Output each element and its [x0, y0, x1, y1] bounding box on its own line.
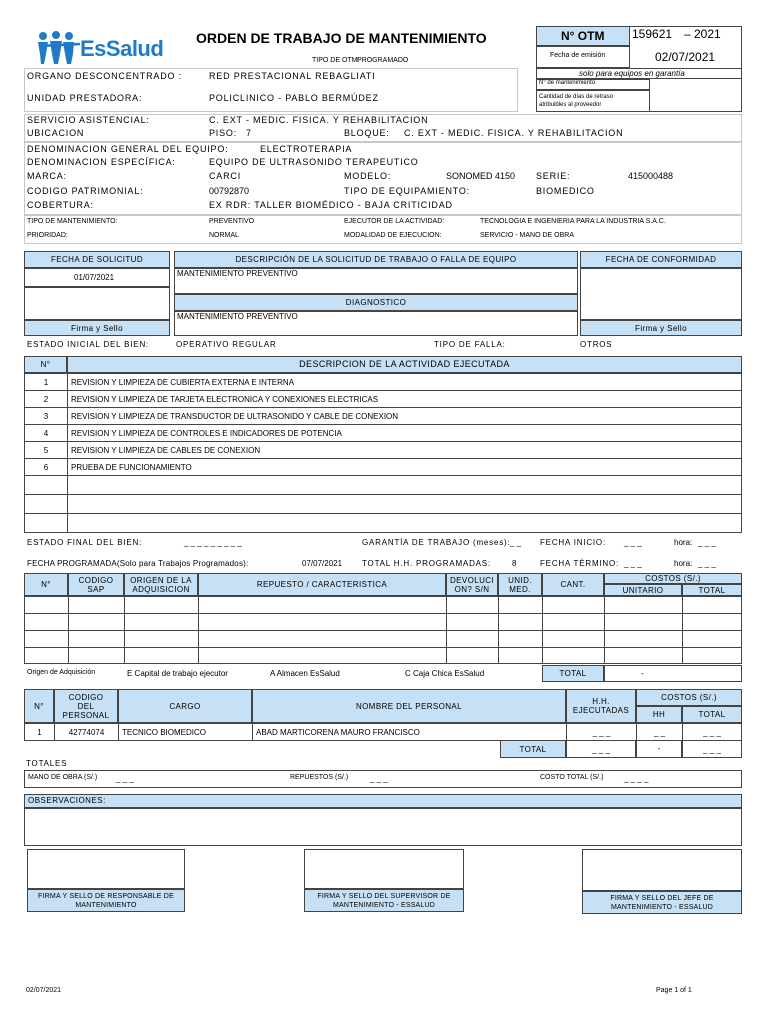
- diagnostico-header: DIAGNOSTICO: [174, 294, 578, 311]
- activity-number: 2: [25, 391, 68, 408]
- unidad-label: UNIDAD PRESTADORA:: [27, 93, 143, 103]
- firma-jefe-label: FIRMA Y SELLO DEL JEFE DE MANTENIMIENTO - ESSALUD: [582, 891, 742, 914]
- rep-col-unitario: UNITARIO: [604, 584, 682, 596]
- equipo-divider: [24, 214, 742, 216]
- origen-label: Origen de Adquisición: [27, 669, 96, 676]
- mano-obra-label: MANO DE OBRA (S/.): [28, 774, 98, 781]
- marca-label: MARCA:: [27, 171, 67, 181]
- costo-total-label: COSTO TOTAL (S/.): [540, 774, 604, 781]
- tipo-mant-value: PREVENTIVO: [209, 218, 255, 225]
- footer-date: 02/07/2021: [26, 987, 62, 994]
- hora-termino-value: _ _ _: [698, 559, 716, 568]
- estado-inicial-value: OPERATIVO REGULAR: [176, 340, 277, 349]
- otm-number: 159621: [632, 27, 673, 41]
- rep-col-codigo: CODIGO SAP: [68, 573, 124, 596]
- activity-number: [25, 476, 68, 495]
- activity-description: REVISION Y LIMPIEZA DE CONTROLES E INDICADORES DE POTENCIA: [68, 425, 742, 442]
- rep-col-origen: ORIGEN DE LA ADQUISICION: [124, 573, 198, 596]
- per-col-n: N°: [24, 689, 54, 723]
- activity-number: 1: [25, 374, 68, 391]
- fecha-prog-label: FECHA PROGRAMADA(Solo para Trabajos Programados):: [27, 559, 249, 568]
- garantia-value: _ _: [510, 538, 522, 547]
- table-row: [25, 391, 742, 408]
- serie-value: 415000488: [628, 171, 674, 181]
- firma-resp-area: [27, 849, 185, 889]
- activity-number: 6: [25, 459, 68, 476]
- table-row: [25, 514, 742, 533]
- per-col-hh: H.H. EJECUTADAS: [566, 689, 636, 723]
- activity-description: REVISION Y LIMPIEZA DE CUBIERTA EXTERNA E INTERNA: [68, 374, 742, 391]
- table-row: [25, 408, 742, 425]
- estado-final-label: ESTADO FINAL DEL BIEN:: [27, 538, 143, 547]
- prioridad-value: NORMAL: [209, 232, 239, 239]
- activity-description: REVISION Y LIMPIEZA DE TRANSDUCTOR DE ULTRASONIDO Y CABLE DE CONEXION: [68, 408, 742, 425]
- bloque-label: BLOQUE:: [344, 128, 390, 138]
- otm-year: – 2021: [684, 27, 721, 41]
- fecha-prog-value: 07/07/2021: [302, 559, 343, 568]
- organo-label: ORGANO DESCONCENTRADO :: [27, 71, 182, 81]
- origen-c: C Caja Chica EsSalud: [405, 669, 485, 678]
- cobertura-value: EX RDR: TALLER BIOMÉDICO - BAJA CRITICIDAD: [209, 200, 453, 210]
- fecha-inicio-value: _ _ _: [624, 538, 642, 547]
- rep-col-costos: COSTOS (S/.): [604, 573, 742, 584]
- garantia-note: solo para equipos en garantía: [579, 69, 685, 78]
- personal-n: 1: [25, 724, 55, 741]
- personal-table: [24, 723, 742, 741]
- servicio-value: C. EXT - MEDIC. FISICA. Y REHABILITACION: [209, 115, 429, 125]
- essalud-logo: [36, 30, 171, 66]
- personal-cargo: TECNICO BIOMEDICO: [119, 724, 253, 741]
- actividades-table: [24, 373, 742, 533]
- origen-e: E Capital de trabajo ejecutor: [127, 669, 228, 678]
- table-row: [25, 374, 742, 391]
- hh-prog-label: TOTAL H.H. PROGRAMADAS:: [362, 559, 491, 568]
- firma-left-area: [24, 287, 170, 320]
- tipo-equip-value: BIOMEDICO: [536, 186, 595, 196]
- activity-description: PRUEBA DE FUNCIONAMIENTO: [68, 459, 742, 476]
- table-row: [25, 476, 742, 495]
- table-row: [25, 597, 742, 614]
- personal-nombre: ABAD MARTICORENA MAURO FRANCISCO: [253, 724, 567, 741]
- firma-jefe-area: [582, 849, 742, 891]
- garantia-note-cell: [536, 68, 742, 79]
- fecha-emision-cell: [536, 46, 630, 68]
- descripcion-cell: [174, 268, 578, 294]
- fecha-solicitud-value: 01/07/2021: [74, 273, 115, 282]
- modelo-label: MODELO:: [344, 171, 392, 181]
- ubicacion-label: UBICACION: [27, 128, 85, 138]
- observaciones-label: OBSERVACIONES:: [28, 796, 106, 805]
- per-col-nombre: NOMBRE DEL PERSONAL: [252, 689, 566, 723]
- firma-resp-label: FIRMA Y SELLO DE RESPONSABLE DE MANTENIMIENTO: [27, 889, 185, 912]
- fecha-termino-value: _ _ _: [624, 559, 642, 568]
- family-logo-icon: [36, 30, 86, 64]
- table-row: [25, 724, 742, 741]
- estado-final-value: _ _ _ _ _ _ _ _ _: [184, 538, 242, 547]
- repuestos-total-value: _ _ _: [370, 774, 388, 783]
- marca-value: CARCI: [209, 171, 242, 181]
- fecha-solicitud-cell: [24, 268, 170, 287]
- activity-description: REVISION Y LIMPIEZA DE TARJETA ELECTRONICA Y CONEXIONES ELECTRICAS: [68, 391, 742, 408]
- serie-label: SERIE:: [536, 171, 571, 181]
- estado-inicial-label: ESTADO INICIAL DEL BIEN:: [27, 340, 150, 349]
- unidad-value: POLICLINICO - PABLO BERMÚDEZ: [209, 93, 379, 103]
- table-row: [25, 442, 742, 459]
- activity-number: 3: [25, 408, 68, 425]
- rep-total-cell: [604, 665, 742, 682]
- tipo-equip-label: TIPO DE EQUIPAMIENTO:: [344, 186, 470, 196]
- activity-number: 4: [25, 425, 68, 442]
- firma-supervisor-area: [304, 849, 464, 889]
- modalidad-value: SERVICIO - MANO DE OBRA: [480, 232, 574, 239]
- personal-total: _ _ _: [683, 724, 742, 741]
- per-col-hhc: HH: [636, 706, 682, 723]
- fecha-termino-label: FECHA TÉRMINO:: [540, 559, 620, 568]
- den-especifica-value: EQUIPO DE ULTRASONIDO TERAPEUTICO: [209, 157, 419, 167]
- activity-description: [68, 495, 742, 514]
- conformidad-header: FECHA DE CONFORMIDAD: [580, 251, 742, 268]
- activity-number: [25, 514, 68, 533]
- piso-label: PISO:: [209, 128, 238, 138]
- repuestos-table: [24, 596, 742, 664]
- footer-page: Page 1 of 1: [656, 987, 692, 994]
- den-general-label: DENOMINACION GENERAL DEL EQUIPO:: [27, 144, 229, 154]
- organo-value: RED PRESTACIONAL REBAGLIATI: [209, 71, 376, 81]
- activity-description: [68, 514, 742, 533]
- garantia-label: GARANTÍA DE TRABAJO (meses):: [362, 538, 511, 547]
- fecha-solicitud-header: FECHA DE SOLICITUD: [24, 251, 170, 268]
- repuestos-total-label: REPUESTOS (S/.): [290, 774, 349, 781]
- per-col-codigo: CODIGO DEL PERSONAL: [54, 689, 118, 723]
- per-col-cargo: CARGO: [118, 689, 252, 723]
- diagnostico-value: MANTENIMIENTO PREVENTIVO: [177, 312, 298, 321]
- fecha-emision: 02/07/2021: [655, 50, 716, 64]
- firma-left-label: Firma y Sello: [24, 320, 170, 336]
- servicio-label: SERVICIO ASISTENCIAL:: [27, 115, 150, 125]
- rep-total-label: TOTAL: [542, 665, 604, 682]
- rep-col-repuesto: REPUESTO / CARACTERISTICA: [198, 573, 446, 596]
- cobertura-label: COBERTURA:: [27, 200, 94, 210]
- firma-right-label: Firma y Sello: [580, 320, 742, 336]
- rep-col-cant: CANT.: [542, 573, 604, 596]
- table-row: [25, 648, 742, 664]
- per-total-label: TOTAL: [500, 740, 566, 758]
- table-row: [25, 631, 742, 648]
- tipo-otm-value: PROGRAMADO: [357, 57, 409, 64]
- actividades-col-n: N°: [24, 356, 67, 373]
- firma-supervisor-label: FIRMA Y SELLO DEL SUPERVISOR DE MANTENIMIENTO - ESSALUD: [304, 889, 464, 912]
- hh-prog-value: 8: [512, 559, 517, 568]
- table-row: [25, 459, 742, 476]
- bloque-value: C. EXT - MEDIC. FISICA. Y REHABILITACION: [404, 128, 624, 138]
- descripcion-header: DESCRIPCIÓN DE LA SOLICITUD DE TRABAJO O FALLA DE EQUIPO: [174, 251, 578, 268]
- table-row: [25, 614, 742, 631]
- activity-number: 5: [25, 442, 68, 459]
- n-mant-cell: [536, 79, 650, 90]
- table-row: [25, 495, 742, 514]
- prioridad-label: PRIORIDAD:: [27, 232, 68, 239]
- activity-number: [25, 495, 68, 514]
- descripcion-value: MANTENIMIENTO PREVENTIVO: [177, 269, 298, 278]
- observaciones-header: [24, 794, 742, 808]
- rep-col-devolucion: DEVOLUCI ON? S/N: [446, 573, 498, 596]
- observaciones-area[interactable]: [24, 808, 742, 846]
- page-title: ORDEN DE TRABAJO DE MANTENIMIENTO: [196, 30, 487, 46]
- rep-col-total: TOTAL: [682, 584, 742, 596]
- per-total-hhc: -: [636, 740, 682, 758]
- personal-codigo: 42774074: [55, 724, 119, 741]
- fecha-emision-label: Fecha de emisión: [550, 52, 606, 59]
- tipo-mant-label: TIPO DE MANTENIMIENTO:: [27, 218, 118, 225]
- otm-label: N° OTM: [561, 29, 605, 43]
- ejecutor-value: TECNOLOGIA E INGENIERIA PARA LA INDUSTRIA S.A.C.: [480, 218, 666, 225]
- totales-label: TOTALES: [26, 759, 68, 768]
- modelo-value: SONOMED 4150: [446, 171, 516, 181]
- diagnostico-cell: [174, 311, 578, 336]
- fecha-inicio-label: FECHA INICIO:: [540, 538, 606, 547]
- den-especifica-label: DENOMINACION ESPECÍFICA:: [27, 157, 176, 167]
- table-row: [25, 425, 742, 442]
- den-general-value: ELECTROTERAPIA: [260, 144, 353, 154]
- per-col-costos: COSTOS (S/.): [636, 689, 742, 706]
- ejecutor-label: EJECUTOR DE LA ACTIVIDAD:: [344, 218, 445, 225]
- tipo-otm-label: TIPO DE OTM:: [312, 57, 360, 64]
- dias-retraso-cell: [536, 90, 650, 112]
- dias-retraso-label: Cantidad de días de retraso atribuibles al proveedor: [539, 94, 614, 108]
- rep-col-unid: UNID. MED.: [498, 573, 542, 596]
- hora-inicio-value: _ _ _: [698, 538, 716, 547]
- rep-col-n: N°: [24, 573, 68, 596]
- hora-termino-label: hora:: [674, 559, 693, 568]
- rep-total-value: -: [641, 669, 644, 678]
- piso-value: 7: [246, 128, 252, 138]
- costo-total-value: _ _ _ _: [624, 774, 649, 783]
- otm-label-cell: [536, 26, 630, 46]
- codigo-label: CODIGO PATRIMONIAL:: [27, 186, 144, 196]
- activity-description: [68, 476, 742, 495]
- personal-hh: _ _ _: [567, 724, 637, 741]
- origen-a: A Almacen EsSalud: [270, 669, 340, 678]
- hora-inicio-label: hora:: [674, 538, 693, 547]
- personal-hhc: _ _: [637, 724, 683, 741]
- codigo-value: 00792870: [209, 186, 250, 196]
- activity-description: REVISION Y LIMPIEZA DE CABLES DE CONEXION: [68, 442, 742, 459]
- conformidad-area: [580, 268, 742, 320]
- logo-brand-text: EsSalud: [80, 36, 164, 61]
- tipo-falla-label: TIPO DE FALLA:: [434, 340, 506, 349]
- tipo-falla-value: OTROS: [580, 340, 613, 349]
- per-total-total: _ _ _: [682, 740, 742, 758]
- per-col-total: TOTAL: [682, 706, 742, 723]
- n-mantenimiento-label: N° de mantenimiento: [539, 80, 596, 86]
- actividades-col-desc: DESCRIPCION DE LA ACTIVIDAD EJECUTADA: [67, 356, 742, 373]
- per-total-hh: _ _ _: [566, 740, 636, 758]
- modalidad-label: MODALIDAD DE EJECUCION:: [344, 232, 442, 239]
- mano-obra-value: _ _ _: [116, 774, 134, 783]
